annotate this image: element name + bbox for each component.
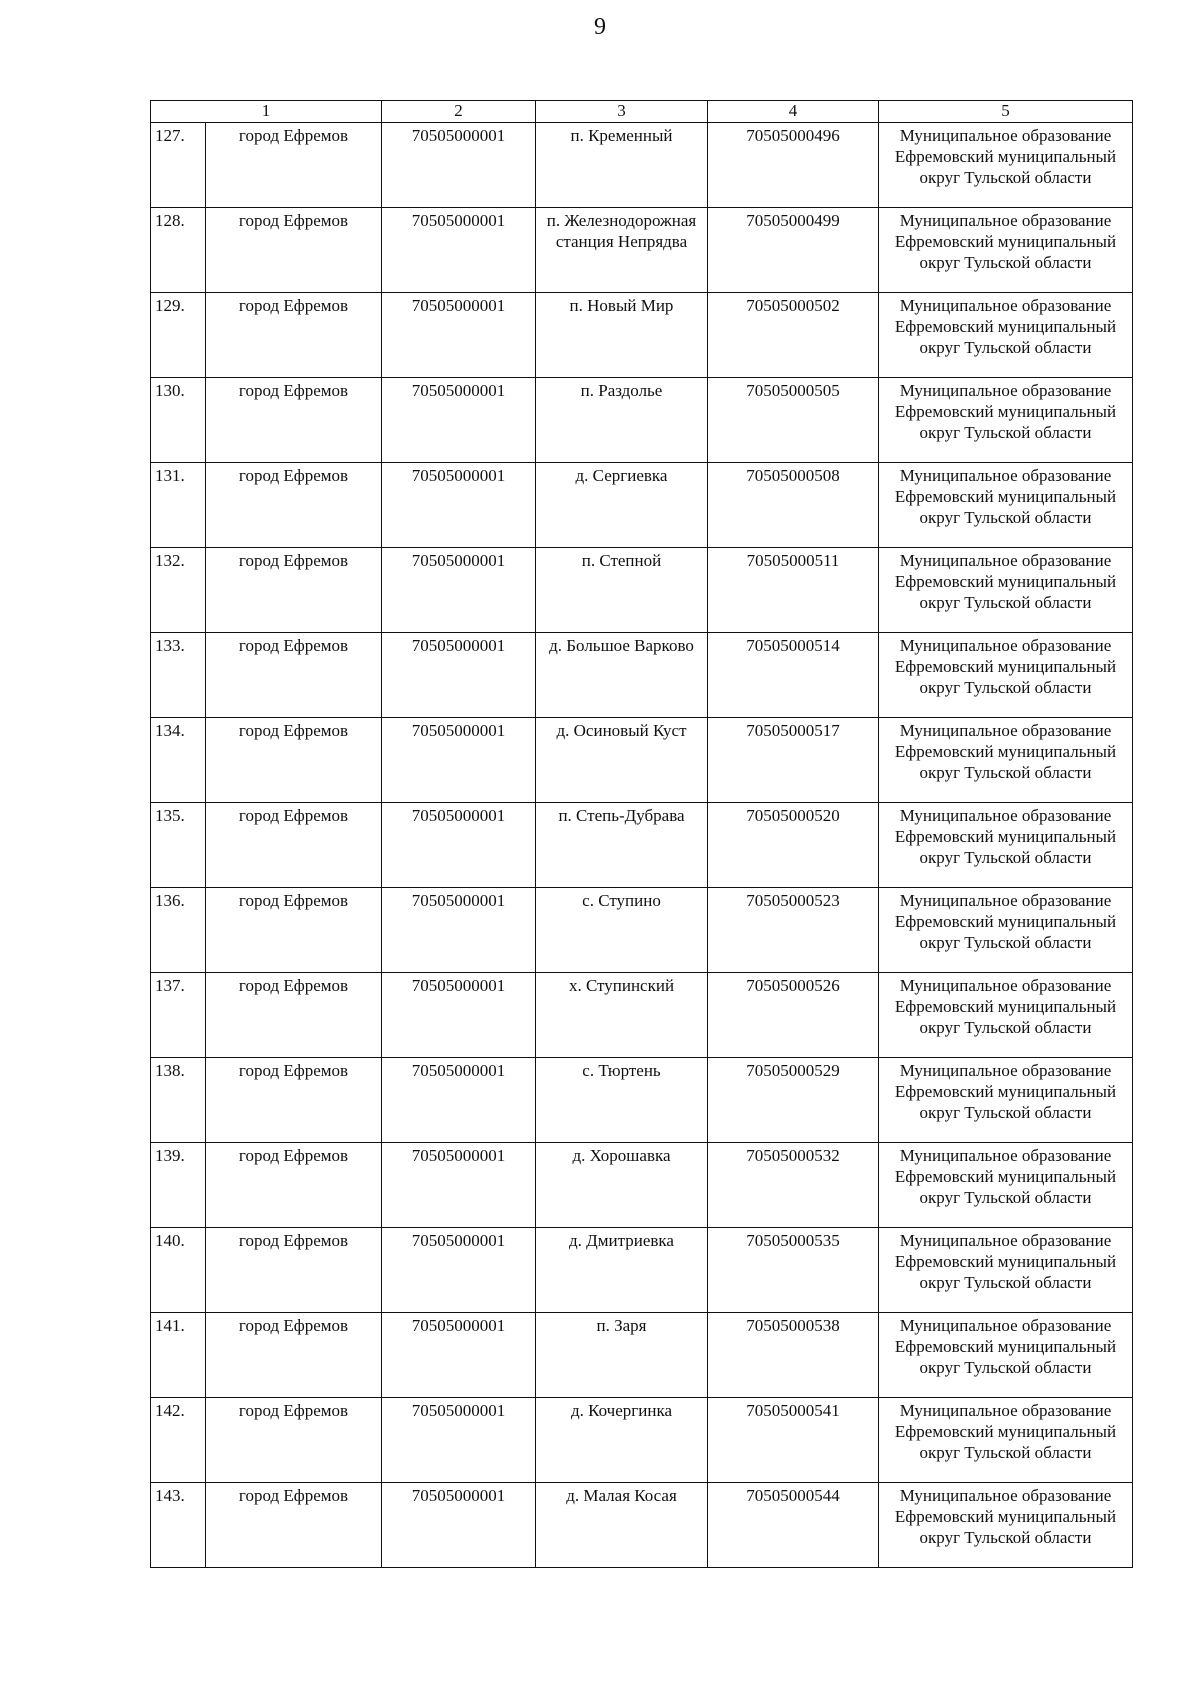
municipality-cell: Муниципальное образование Ефремовский муниципальный округ Тульской области bbox=[879, 293, 1133, 378]
settlement-code-cell: 70505000532 bbox=[708, 1143, 879, 1228]
settlement-code-cell: 70505000526 bbox=[708, 973, 879, 1058]
municipality-cell: Муниципальное образование Ефремовский муниципальный округ Тульской области bbox=[879, 123, 1133, 208]
table-row bbox=[151, 1058, 1133, 1143]
city-code-cell: 70505000001 bbox=[382, 208, 536, 293]
table-row bbox=[151, 1483, 1133, 1568]
city-code-cell: 70505000001 bbox=[382, 1398, 536, 1483]
city-code-cell: 70505000001 bbox=[382, 1228, 536, 1313]
settlement-code-cell: 70505000541 bbox=[708, 1398, 879, 1483]
municipality-cell: Муниципальное образование Ефремовский муниципальный округ Тульской области bbox=[879, 378, 1133, 463]
header-col-1: 1 bbox=[151, 101, 382, 123]
city-code-cell: 70505000001 bbox=[382, 463, 536, 548]
city-code-cell: 70505000001 bbox=[382, 1483, 536, 1568]
table-row bbox=[151, 1143, 1133, 1228]
municipality-cell: Муниципальное образование Ефремовский муниципальный округ Тульской области bbox=[879, 1398, 1133, 1483]
municipality-cell: Муниципальное образование Ефремовский муниципальный округ Тульской области bbox=[879, 1483, 1133, 1568]
table-row bbox=[151, 888, 1133, 973]
table-row bbox=[151, 633, 1133, 718]
table-row bbox=[151, 803, 1133, 888]
row-number: 140. bbox=[151, 1228, 206, 1313]
municipality-cell: Муниципальное образование Ефремовский муниципальный округ Тульской области bbox=[879, 973, 1133, 1058]
city-code-cell: 70505000001 bbox=[382, 293, 536, 378]
settlement-cell: д. Осиновый Куст bbox=[536, 718, 708, 803]
settlement-cell: х. Ступинский bbox=[536, 973, 708, 1058]
settlement-cell: п. Кременный bbox=[536, 123, 708, 208]
settlement-code-cell: 70505000529 bbox=[708, 1058, 879, 1143]
city-code-cell: 70505000001 bbox=[382, 1058, 536, 1143]
settlement-code-cell: 70505000505 bbox=[708, 378, 879, 463]
table-row bbox=[151, 973, 1133, 1058]
city-cell: город Ефремов bbox=[206, 1228, 382, 1313]
city-code-cell: 70505000001 bbox=[382, 123, 536, 208]
municipality-cell: Муниципальное образование Ефремовский муниципальный округ Тульской области bbox=[879, 1313, 1133, 1398]
city-cell: город Ефремов bbox=[206, 1483, 382, 1568]
city-code-cell: 70505000001 bbox=[382, 548, 536, 633]
settlement-code-cell: 70505000535 bbox=[708, 1228, 879, 1313]
municipality-cell: Муниципальное образование Ефремовский муниципальный округ Тульской области bbox=[879, 463, 1133, 548]
settlement-code-cell: 70505000502 bbox=[708, 293, 879, 378]
row-number: 139. bbox=[151, 1143, 206, 1228]
row-number: 133. bbox=[151, 633, 206, 718]
city-code-cell: 70505000001 bbox=[382, 1143, 536, 1228]
settlement-code-cell: 70505000520 bbox=[708, 803, 879, 888]
table-header bbox=[151, 101, 1133, 123]
row-number: 135. bbox=[151, 803, 206, 888]
row-number: 130. bbox=[151, 378, 206, 463]
header-col-5: 5 bbox=[879, 101, 1133, 123]
table-row bbox=[151, 548, 1133, 633]
table-row bbox=[151, 123, 1133, 208]
municipality-cell: Муниципальное образование Ефремовский муниципальный округ Тульской области bbox=[879, 1143, 1133, 1228]
city-cell: город Ефремов bbox=[206, 633, 382, 718]
city-code-cell: 70505000001 bbox=[382, 973, 536, 1058]
city-code-cell: 70505000001 bbox=[382, 1313, 536, 1398]
settlement-cell: д. Дмитриевка bbox=[536, 1228, 708, 1313]
settlement-cell: п. Раздолье bbox=[536, 378, 708, 463]
settlement-cell: д. Хорошавка bbox=[536, 1143, 708, 1228]
municipality-cell: Муниципальное образование Ефремовский муниципальный округ Тульской области bbox=[879, 803, 1133, 888]
header-col-4: 4 bbox=[708, 101, 879, 123]
city-cell: город Ефремов bbox=[206, 208, 382, 293]
header-row bbox=[151, 101, 1133, 123]
city-code-cell: 70505000001 bbox=[382, 378, 536, 463]
table-row bbox=[151, 208, 1133, 293]
settlement-cell: д. Сергиевка bbox=[536, 463, 708, 548]
city-cell: город Ефремов bbox=[206, 1313, 382, 1398]
settlement-cell: п. Степь-Дубрава bbox=[536, 803, 708, 888]
city-cell: город Ефремов bbox=[206, 293, 382, 378]
municipality-cell: Муниципальное образование Ефремовский муниципальный округ Тульской области bbox=[879, 208, 1133, 293]
city-cell: город Ефремов bbox=[206, 463, 382, 548]
row-number: 141. bbox=[151, 1313, 206, 1398]
settlement-cell: п. Степной bbox=[536, 548, 708, 633]
table-row bbox=[151, 1313, 1133, 1398]
table-row bbox=[151, 293, 1133, 378]
city-cell: город Ефремов bbox=[206, 123, 382, 208]
settlement-code-cell: 70505000523 bbox=[708, 888, 879, 973]
table-row bbox=[151, 1228, 1133, 1313]
header-col-2: 2 bbox=[382, 101, 536, 123]
city-cell: город Ефремов bbox=[206, 718, 382, 803]
city-code-cell: 70505000001 bbox=[382, 718, 536, 803]
settlement-cell: д. Кочергинка bbox=[536, 1398, 708, 1483]
page-number: 9 bbox=[594, 14, 606, 40]
municipality-cell: Муниципальное образование Ефремовский муниципальный округ Тульской области bbox=[879, 633, 1133, 718]
city-code-cell: 70505000001 bbox=[382, 888, 536, 973]
table-body bbox=[151, 123, 1133, 1568]
table-row bbox=[151, 378, 1133, 463]
municipality-cell: Муниципальное образование Ефремовский муниципальный округ Тульской области bbox=[879, 888, 1133, 973]
table-row bbox=[151, 1398, 1133, 1483]
row-number: 132. bbox=[151, 548, 206, 633]
table-row bbox=[151, 718, 1133, 803]
table-row bbox=[151, 463, 1133, 548]
settlement-code-cell: 70505000499 bbox=[708, 208, 879, 293]
settlement-cell: п. Новый Мир bbox=[536, 293, 708, 378]
settlement-cell: с. Ступино bbox=[536, 888, 708, 973]
settlement-code-cell: 70505000514 bbox=[708, 633, 879, 718]
city-code-cell: 70505000001 bbox=[382, 803, 536, 888]
row-number: 143. bbox=[151, 1483, 206, 1568]
settlement-code-cell: 70505000544 bbox=[708, 1483, 879, 1568]
municipality-cell: Муниципальное образование Ефремовский муниципальный округ Тульской области bbox=[879, 718, 1133, 803]
row-number: 129. bbox=[151, 293, 206, 378]
row-number: 127. bbox=[151, 123, 206, 208]
row-number: 137. bbox=[151, 973, 206, 1058]
city-cell: город Ефремов bbox=[206, 888, 382, 973]
row-number: 128. bbox=[151, 208, 206, 293]
settlement-cell: с. Тюртень bbox=[536, 1058, 708, 1143]
registry-table bbox=[150, 100, 1133, 1568]
row-number: 136. bbox=[151, 888, 206, 973]
city-cell: город Ефремов bbox=[206, 548, 382, 633]
settlement-code-cell: 70505000538 bbox=[708, 1313, 879, 1398]
settlement-cell: д. Малая Косая bbox=[536, 1483, 708, 1568]
municipality-cell: Муниципальное образование Ефремовский муниципальный округ Тульской области bbox=[879, 548, 1133, 633]
header-col-3: 3 bbox=[536, 101, 708, 123]
settlement-cell: п. Железнодорожная станция Непрядва bbox=[536, 208, 708, 293]
settlement-code-cell: 70505000508 bbox=[708, 463, 879, 548]
row-number: 138. bbox=[151, 1058, 206, 1143]
settlement-code-cell: 70505000511 bbox=[708, 548, 879, 633]
row-number: 134. bbox=[151, 718, 206, 803]
city-cell: город Ефремов bbox=[206, 973, 382, 1058]
city-cell: город Ефремов bbox=[206, 803, 382, 888]
row-number: 142. bbox=[151, 1398, 206, 1483]
city-code-cell: 70505000001 bbox=[382, 633, 536, 718]
city-cell: город Ефремов bbox=[206, 1058, 382, 1143]
city-cell: город Ефремов bbox=[206, 378, 382, 463]
row-number: 131. bbox=[151, 463, 206, 548]
settlement-code-cell: 70505000517 bbox=[708, 718, 879, 803]
municipality-cell: Муниципальное образование Ефремовский муниципальный округ Тульской области bbox=[879, 1058, 1133, 1143]
settlement-cell: п. Заря bbox=[536, 1313, 708, 1398]
settlement-code-cell: 70505000496 bbox=[708, 123, 879, 208]
city-cell: город Ефремов bbox=[206, 1143, 382, 1228]
city-cell: город Ефремов bbox=[206, 1398, 382, 1483]
settlement-cell: д. Большое Варково bbox=[536, 633, 708, 718]
municipality-cell: Муниципальное образование Ефремовский муниципальный округ Тульской области bbox=[879, 1228, 1133, 1313]
